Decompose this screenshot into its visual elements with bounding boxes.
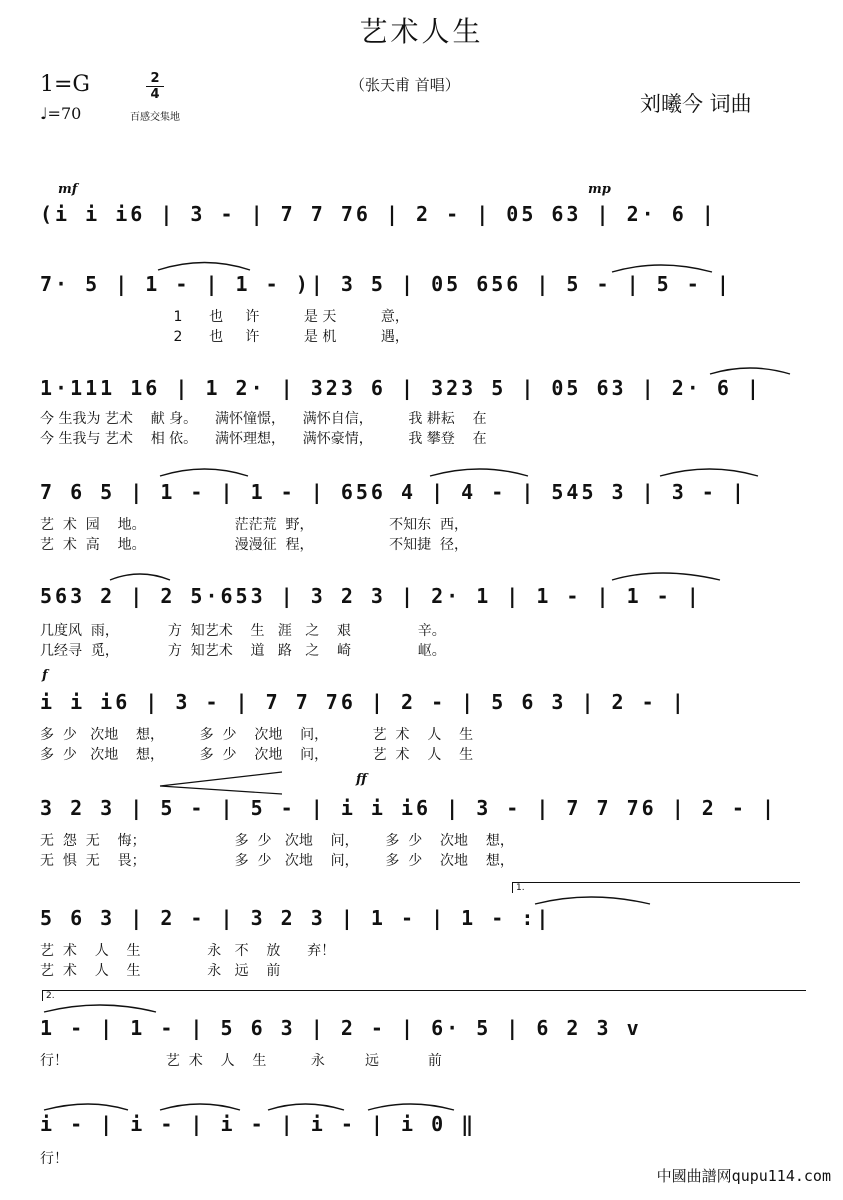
slur-mark [160,469,248,476]
notation-line: (i i i6 | 3 - | 7 7 76 | 2 - | 05 63 | 2· 6 | [40,202,717,226]
time-signature-bottom: 4 [150,87,160,102]
lyric-verse-1: 行！ [40,1151,68,1167]
lyric-verse-1: 几度风 雨， 方 知艺术 生 涯 之 艰 辛。 [40,623,446,639]
song-title: 艺术人生 [359,15,484,48]
dynamic-mark: mf [58,182,78,197]
expression-note: 百感交集地 [130,112,180,123]
crescendo-hairpin [160,772,282,794]
singer-credit: （张天甫 首唱） [350,76,460,94]
notation-line: i - | i - | i - | i - | i 0 ‖ [40,1112,477,1136]
lyric-verse-1: 艺 术 人 生 永 不 放 弃！ [40,943,336,959]
notation-line: 3 2 3 | 5 - | 5 - | i i i6 | 3 - | 7 7 76 | 2 - | [40,796,778,820]
slur-mark [44,1104,128,1110]
second-ending-bracket: 2. [42,990,806,1001]
slur-mark [430,469,528,476]
notation-line: 563 2 | 2 5·653 | 3 2 3 | 2· 1 | 1 - | 1 - | [40,584,702,608]
notation-line: 1 - | 1 - | 5 6 3 | 2 - | 6· 5 | 6 2 3 v [40,1016,642,1040]
notation-line: 7· 5 | 1 - | 1 - )| 3 5 | 05 656 | 5 - | 5 - | [40,272,732,296]
slur-mark [160,1104,240,1110]
slur-mark [110,574,170,580]
tempo-marking: ♩=70 [40,104,82,123]
slur-mark [535,897,650,904]
slur-mark [660,469,758,476]
slur-mark [44,1005,156,1012]
lyric-verse-1: 艺 术 园 地。 茫茫荒 野， 不知东 西， [40,517,469,533]
time-signature-top: 2 [150,71,160,86]
lyric-verse-2: 几经寻 觅， 方 知艺术 道 路 之 崎 岖。 [40,643,446,659]
lyric-verse-2: 多 少 次地 想， 多 少 次地 问， 艺 术 人 生 [40,747,474,763]
lyric-verse-1: 1 也 许 是 天 意， [40,309,409,325]
lyric-verse-2: 2 也 许 是 机 遇， [40,329,409,345]
slur-mark [710,368,790,374]
first-ending-bracket: 1. [512,882,800,893]
lyric-verse-2: 无 惧 无 畏； 多 少 次地 问， 多 少 次地 想， [40,853,514,869]
lyric-verse-1: 行！ 艺 术 人 生 永 远 前 [40,1053,442,1069]
dynamic-mark: mp [588,182,611,197]
lyric-verse-1: 多 少 次地 想， 多 少 次地 问， 艺 术 人 生 [40,727,474,743]
notation-line: 7 6 5 | 1 - | 1 - | 656 4 | 4 - | 545 3 | 3 - | [40,480,747,504]
lyric-verse-2: 艺 术 高 地。 漫漫征 程， 不知捷 径， [40,537,469,553]
notation-line: i i i6 | 3 - | 7 7 76 | 2 - | 5 6 3 | 2 - | [40,690,687,714]
slur-mark [368,1104,454,1110]
dynamic-mark: ff [356,772,367,787]
site-watermark: 中國曲譜网qupu114.com [656,1167,831,1185]
key-signature: 1=G [40,72,91,97]
slur-mark [158,263,250,271]
notation-line: 1·111 16 | 1 2· | 323 6 | 323 5 | 05 63 | 2· 6 | [40,376,762,400]
slur-mark [268,1104,344,1110]
notation-line: 5 6 3 | 2 - | 3 2 3 | 1 - | 1 - :| [40,906,552,930]
composer-credit: 刘曦今 词曲 [640,92,752,116]
slur-mark [612,265,712,272]
lyric-verse-2: 艺 术 人 生 永 远 前 [40,963,281,979]
lyric-verse-1: 今 生我为 艺术 献 身。 满怀憧憬， 满怀自信， 我 耕耘 在 [40,411,487,427]
dynamic-mark: f [42,668,48,683]
lyric-verse-1: 无 怨 无 悔； 多 少 次地 问， 多 少 次地 想， [40,833,514,849]
lyric-verse-2: 今 生我与 艺术 相 依。 满怀理想， 满怀豪情， 我 攀登 在 [40,431,487,447]
slur-mark [612,573,720,580]
